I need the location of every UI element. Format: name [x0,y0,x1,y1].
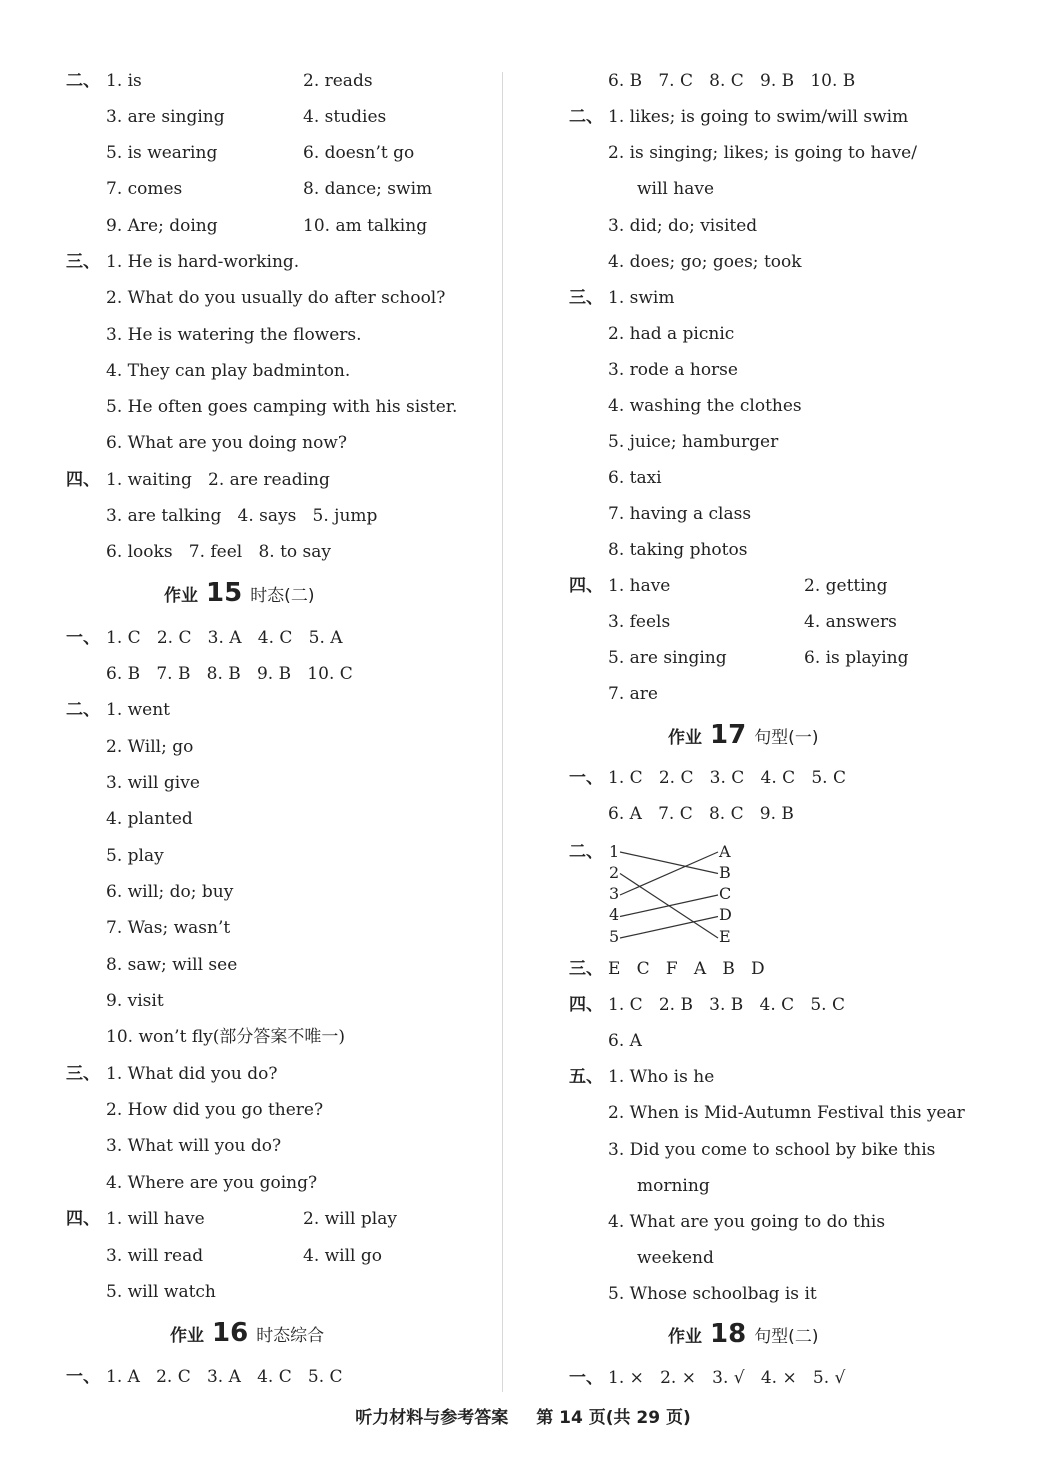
answer-line: 4. They can play badminton. [106,361,351,381]
answer-line: 6. taxi [608,468,662,488]
homework-title: 时态(二) [250,586,315,606]
answer-line: 4. What are you going to do this [608,1212,886,1232]
homework-number: 16 [212,1318,249,1348]
section-marker: 二、 [66,700,100,720]
column-divider [502,72,503,1392]
match-line [620,917,718,939]
answer-line: 6. is playing [804,648,909,668]
answer-line: 6. A [608,1031,642,1051]
answer-line: 5. juice; hamburger [608,432,779,452]
answer-line: 4. studies [303,107,387,127]
answer-line: 3. will give [106,773,200,793]
answer-line: 4. washing the clothes [608,396,802,416]
answer-line: 3. rode a horse [608,360,738,380]
answer-line: 6. will; do; buy [106,882,234,902]
homework-word: 作业 [668,728,702,748]
match-right-label: A [719,842,731,861]
match-right-label: E [719,927,731,946]
answer-line: 5. is wearing [106,143,218,163]
answer-line: 2. Will; go [106,737,194,757]
section-marker: 四、 [66,470,100,490]
answer-line: 2. getting [804,576,888,596]
answer-line: 9. Are; doing [106,216,218,236]
answer-line: 7. having a class [608,504,752,524]
homework-word: 作业 [164,586,198,606]
answer-line: 1. will have [106,1209,205,1229]
answer-line: 4. planted [106,809,193,829]
answer-line: 5. Whose schoolbag is it [608,1284,817,1304]
answer-line: 3. are singing [106,107,225,127]
match-left-label: 5 [609,927,620,946]
answer-line: 1. went [106,700,171,720]
matching-lines [600,840,730,950]
answer-line: 2. How did you go there? [106,1100,324,1120]
answer-line: 3. will read [106,1246,204,1266]
answer-line: 1. He is hard-working. [106,252,300,272]
homework-heading [164,578,314,614]
answer-line: 10. won’t fly(部分答案不唯一) [106,1027,346,1047]
answer-line: 5. He often goes camping with his sister. [106,397,458,417]
answer-line: 1. waiting 2. are reading [106,470,330,490]
section-marker: 三、 [569,959,603,979]
answer-line: 8. saw; will see [106,955,238,975]
section-marker: 一、 [66,628,100,648]
answer-line: 6. What are you doing now? [106,433,347,453]
answer-line: 2. will play [303,1209,397,1229]
match-right-label: B [719,863,731,882]
section-marker: 一、 [569,768,603,788]
answer-line: 3. are talking 4. says 5. jump [106,506,378,526]
answer-line: 3. did; do; visited [608,216,758,236]
footer-title: 听力材料与参考答案 [355,1408,509,1428]
answer-line: 1. swim [608,288,675,308]
answer-line: 7. Was; wasn’t [106,918,231,938]
answer-line: 2. What do you usually do after school? [106,288,446,308]
section-marker: 四、 [569,576,603,596]
answer-line: 7. comes [106,179,183,199]
answer-line: 4. will go [303,1246,383,1266]
answer-line: 1. C 2. C 3. C 4. C 5. C [608,768,846,788]
section-marker: 三、 [66,252,100,272]
answer-line: 2. reads [303,71,373,91]
homework-title: 句型(一) [754,728,819,748]
answer-line: 1. C 2. C 3. A 4. C 5. A [106,628,343,648]
answer-line: 1. C 2. B 3. B 4. C 5. C [608,995,845,1015]
answer-line: 3. Did you come to school by bike this [608,1140,936,1160]
match-left-label: 3 [609,884,620,903]
answer-line: 6. looks 7. feel 8. to say [106,542,332,562]
match-line [620,852,718,895]
answer-line: 6. A 7. C 8. C 9. B [608,804,794,824]
answer-line: 8. taking photos [608,540,748,560]
match-left-label: 4 [609,905,620,924]
section-marker: 四、 [569,995,603,1015]
answer-line: 9. visit [106,991,164,1011]
answer-line: 1. likes; is going to swim/will swim [608,107,909,127]
match-left-label: 1 [609,842,620,861]
answer-line: 1. Who is he [608,1067,715,1087]
homework-word: 作业 [668,1327,702,1347]
answer-line: 7. are [608,684,658,704]
answer-line: 1. A 2. C 3. A 4. C 5. C [106,1367,343,1387]
section-marker: 二、 [66,71,100,91]
homework-heading [668,1319,818,1355]
homework-title: 时态综合 [256,1326,325,1346]
homework-heading [668,720,818,756]
section-marker: 四、 [66,1209,100,1229]
match-left-label: 2 [609,863,620,882]
answer-line: 5. play [106,846,164,866]
section-marker: 一、 [66,1367,100,1387]
answer-line: 2. When is Mid-Autumn Festival this year [608,1103,965,1123]
answer-line: 3. He is watering the flowers. [106,325,362,345]
homework-heading [170,1318,324,1354]
answer-line: 6. B 7. C 8. C 9. B 10. B [608,71,856,91]
answer-line: 10. am talking [303,216,428,236]
homework-number: 18 [710,1319,747,1349]
answer-line: morning [637,1176,710,1196]
section-marker: 一、 [569,1368,603,1388]
page-footer [0,1404,1046,1432]
answer-line: 1. × 2. × 3. √ 4. × 5. √ [608,1368,846,1388]
answer-line: 2. had a picnic [608,324,735,344]
section-marker: 三、 [66,1064,100,1084]
homework-word: 作业 [170,1326,204,1346]
match-right-label: C [719,884,732,903]
answer-line: 6. B 7. B 8. B 9. B 10. C [106,664,353,684]
answer-line: 1. What did you do? [106,1064,278,1084]
section-marker: 二、 [569,842,603,862]
answer-line: 6. doesn’t go [303,143,415,163]
answer-line: 5. are singing [608,648,727,668]
section-marker: 三、 [569,288,603,308]
match-line [620,852,718,874]
match-line [620,895,718,917]
section-marker: 五、 [569,1067,603,1087]
answer-line: 8. dance; swim [303,179,433,199]
homework-number: 15 [206,578,243,608]
match-right-label: D [719,905,732,924]
answer-line: 5. will watch [106,1282,216,1302]
answer-line: weekend [637,1248,714,1268]
section-marker: 二、 [569,107,603,127]
answer-line: 1. have [608,576,671,596]
answer-line: 2. is singing; likes; is going to have/ [608,143,917,163]
homework-title: 句型(二) [754,1327,819,1347]
answer-line: 4. answers [804,612,897,632]
answer-line: 4. does; go; goes; took [608,252,802,272]
homework-number: 17 [710,720,747,750]
answer-line: 1. is [106,71,142,91]
answer-line: 4. Where are you going? [106,1173,318,1193]
page-number: 第 14 页(共 29 页) [536,1408,691,1428]
answer-line: 3. feels [608,612,671,632]
answer-line: 3. What will you do? [106,1136,282,1156]
answer-line: will have [637,179,715,199]
answer-line: E C F A B D [608,959,765,979]
